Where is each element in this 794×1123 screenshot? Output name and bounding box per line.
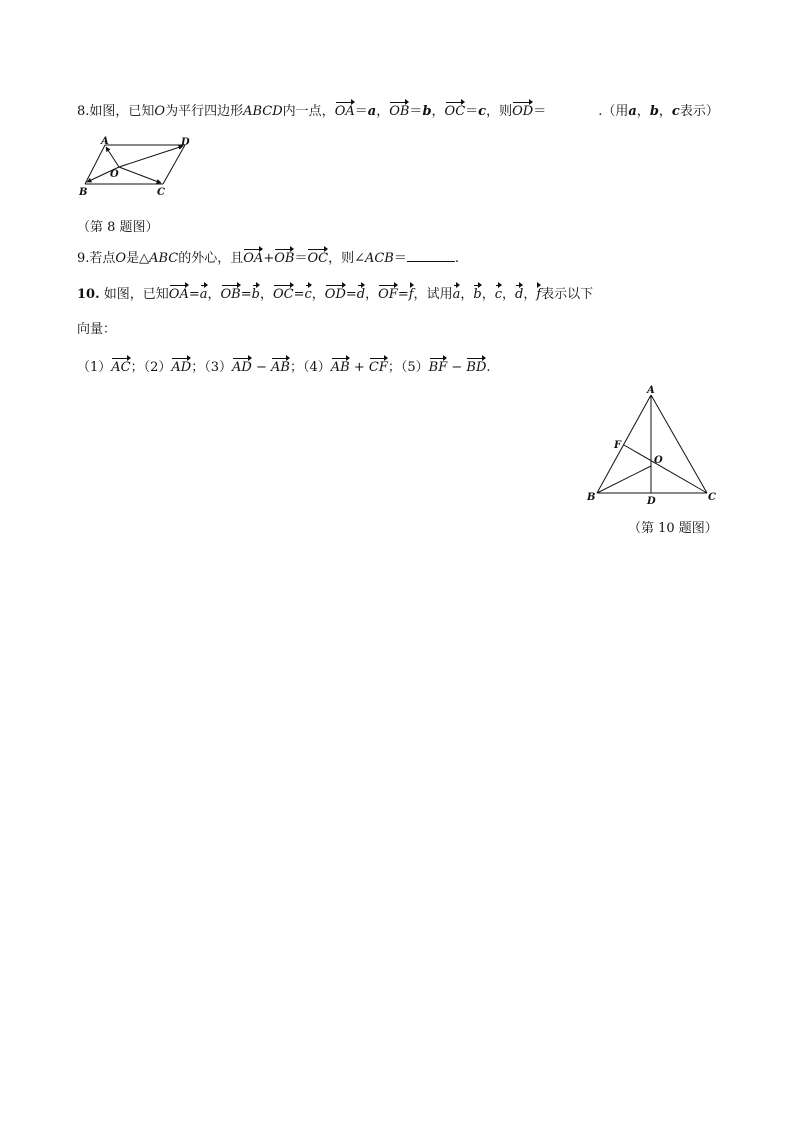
question-10-line: [77, 284, 593, 304]
comma: ，: [365, 287, 379, 302]
question-10-line-2: 向量：: [77, 322, 117, 337]
equals-sign: ＝: [393, 251, 407, 266]
semicolon: ；: [191, 360, 205, 375]
comma: ，: [481, 287, 495, 302]
vector-a: a: [200, 284, 208, 304]
equals-sign: ＝: [533, 104, 547, 119]
period: .: [486, 360, 491, 375]
equals-sign: ＝: [294, 251, 308, 266]
semicolon: ；: [130, 360, 144, 375]
edge-cd: [163, 145, 185, 184]
segment-bo: [597, 466, 651, 493]
vector-f: f: [536, 284, 541, 304]
vector-od: OD: [512, 101, 533, 121]
q8-text: 为平行四边形: [165, 104, 244, 119]
comma: ，: [523, 287, 537, 302]
vector-oa: OA: [169, 284, 189, 304]
question-10-subparts: [77, 357, 491, 377]
comma: ，: [259, 287, 273, 302]
label-a: A: [647, 385, 655, 396]
edge-ac: [651, 395, 707, 493]
vector-a: a: [453, 284, 461, 304]
figure-8-caption: （第 8 题图）: [77, 220, 159, 235]
semicolon: ；: [387, 360, 401, 375]
vector-oc-arrow: [119, 167, 161, 183]
vector-cf: CF: [369, 357, 388, 377]
vector-ab: AB: [271, 357, 290, 377]
plus-sign: +: [263, 251, 275, 266]
comma: ，: [460, 287, 474, 302]
comma: ，: [413, 287, 427, 302]
label-o: O: [110, 169, 119, 180]
question-9-line: [77, 248, 459, 268]
q8-text: 内一点，: [282, 104, 335, 119]
vector-c: c: [495, 284, 502, 304]
comma: ，: [311, 287, 325, 302]
vector-oc: OC: [273, 284, 294, 304]
label-b: B: [79, 187, 88, 198]
comma: ，: [376, 104, 390, 119]
triangle-name: ABC: [149, 251, 179, 266]
q10-text: 试用: [426, 287, 453, 302]
equals-sign: ＝: [465, 104, 479, 119]
label-b: B: [587, 492, 596, 503]
vector-ad: AD: [232, 357, 252, 377]
comma: ，: [658, 104, 672, 119]
q9-text: 的外心，且: [178, 251, 244, 266]
plus-sign: +: [349, 360, 369, 375]
comma: ，: [431, 104, 445, 119]
segment-cf: [624, 445, 707, 493]
vector-d: d: [515, 284, 523, 304]
vector-bd: BD: [466, 357, 486, 377]
vector-oa: OA: [243, 248, 263, 268]
figure-10-triangle: [580, 383, 730, 513]
label-c: C: [157, 187, 165, 198]
subpart-2-label: （2）: [143, 360, 172, 375]
vector-c: c: [305, 284, 312, 304]
angle-name: ACB: [364, 251, 394, 266]
vector-b: b: [473, 284, 481, 304]
vector-f: f: [409, 284, 414, 304]
triangle-symbol: △: [139, 251, 150, 266]
vector-oa: OA: [335, 101, 355, 121]
vector-ab: AB: [331, 357, 350, 377]
vector-oc: OC: [307, 248, 328, 268]
vector-od: OD: [325, 284, 346, 304]
equals-sign: =: [397, 287, 409, 302]
q9-text: ，则∠: [328, 251, 365, 266]
vector-c: c: [671, 104, 680, 119]
q8-text: .（用: [598, 104, 629, 119]
answer-blank[interactable]: [407, 249, 455, 262]
vector-od-arrow: [119, 146, 183, 167]
subpart-1-label: （1）: [77, 360, 112, 375]
vector-of: OF: [378, 284, 398, 304]
equals-sign: =: [240, 287, 252, 302]
q9-text: 是: [126, 251, 140, 266]
figure-10-caption: （第 10 题图）: [628, 521, 718, 536]
label-d: D: [647, 496, 656, 507]
comma: ，: [207, 287, 221, 302]
equals-sign: =: [293, 287, 305, 302]
q9-number: 9.: [77, 251, 90, 266]
equals-sign: =: [345, 287, 357, 302]
figure-8-parallelogram: [75, 134, 195, 199]
vector-ob: OB: [389, 101, 409, 121]
vector-a: a: [628, 104, 637, 119]
edge-ab: [597, 395, 651, 493]
q10-text: 如图，已知: [103, 287, 169, 302]
question-8-line: [77, 101, 719, 121]
subpart-4-label: （4）: [302, 360, 331, 375]
vector-ob: OB: [221, 284, 241, 304]
vector-oc: OC: [445, 101, 466, 121]
comma: ，: [501, 287, 515, 302]
q8-text: 表示）: [679, 104, 719, 119]
vector-oa-arrow: [106, 147, 119, 167]
equals-sign: =: [188, 287, 200, 302]
label-c: C: [708, 492, 716, 503]
period: .: [454, 251, 460, 266]
equals-sign: ＝: [409, 104, 423, 119]
vector-ac: AC: [111, 357, 130, 377]
q8-number: 8.: [77, 104, 90, 119]
vector-bf: BF: [429, 357, 448, 377]
q10-text: 表示以下: [541, 287, 594, 302]
vector-c: c: [478, 104, 487, 119]
point-o: O: [115, 251, 127, 266]
minus-sign: −: [447, 360, 467, 375]
equals-sign: ＝: [354, 104, 368, 119]
q10-number: 10.: [77, 287, 100, 302]
parallelogram-name: ABCD: [243, 104, 283, 119]
minus-sign: −: [251, 360, 272, 375]
label-d: D: [181, 137, 190, 148]
vector-a: a: [367, 104, 377, 119]
comma: ，: [636, 104, 650, 119]
q8-text: 如图，已知: [89, 104, 155, 119]
point-o: O: [154, 104, 166, 119]
vector-b: b: [252, 284, 260, 304]
vector-d: d: [357, 284, 365, 304]
semicolon: ；: [289, 360, 303, 375]
vector-ad: AD: [171, 357, 191, 377]
subpart-5-label: （5）: [400, 360, 429, 375]
subpart-3-label: （3）: [204, 360, 233, 375]
label-o: O: [654, 455, 663, 466]
label-f: F: [614, 440, 622, 451]
label-a: A: [101, 136, 109, 147]
q8-text: ，则: [486, 104, 513, 119]
vector-b: b: [649, 104, 659, 119]
vector-ob: OB: [274, 248, 294, 268]
q9-text: 若点: [89, 251, 116, 266]
vector-b: b: [422, 104, 432, 119]
